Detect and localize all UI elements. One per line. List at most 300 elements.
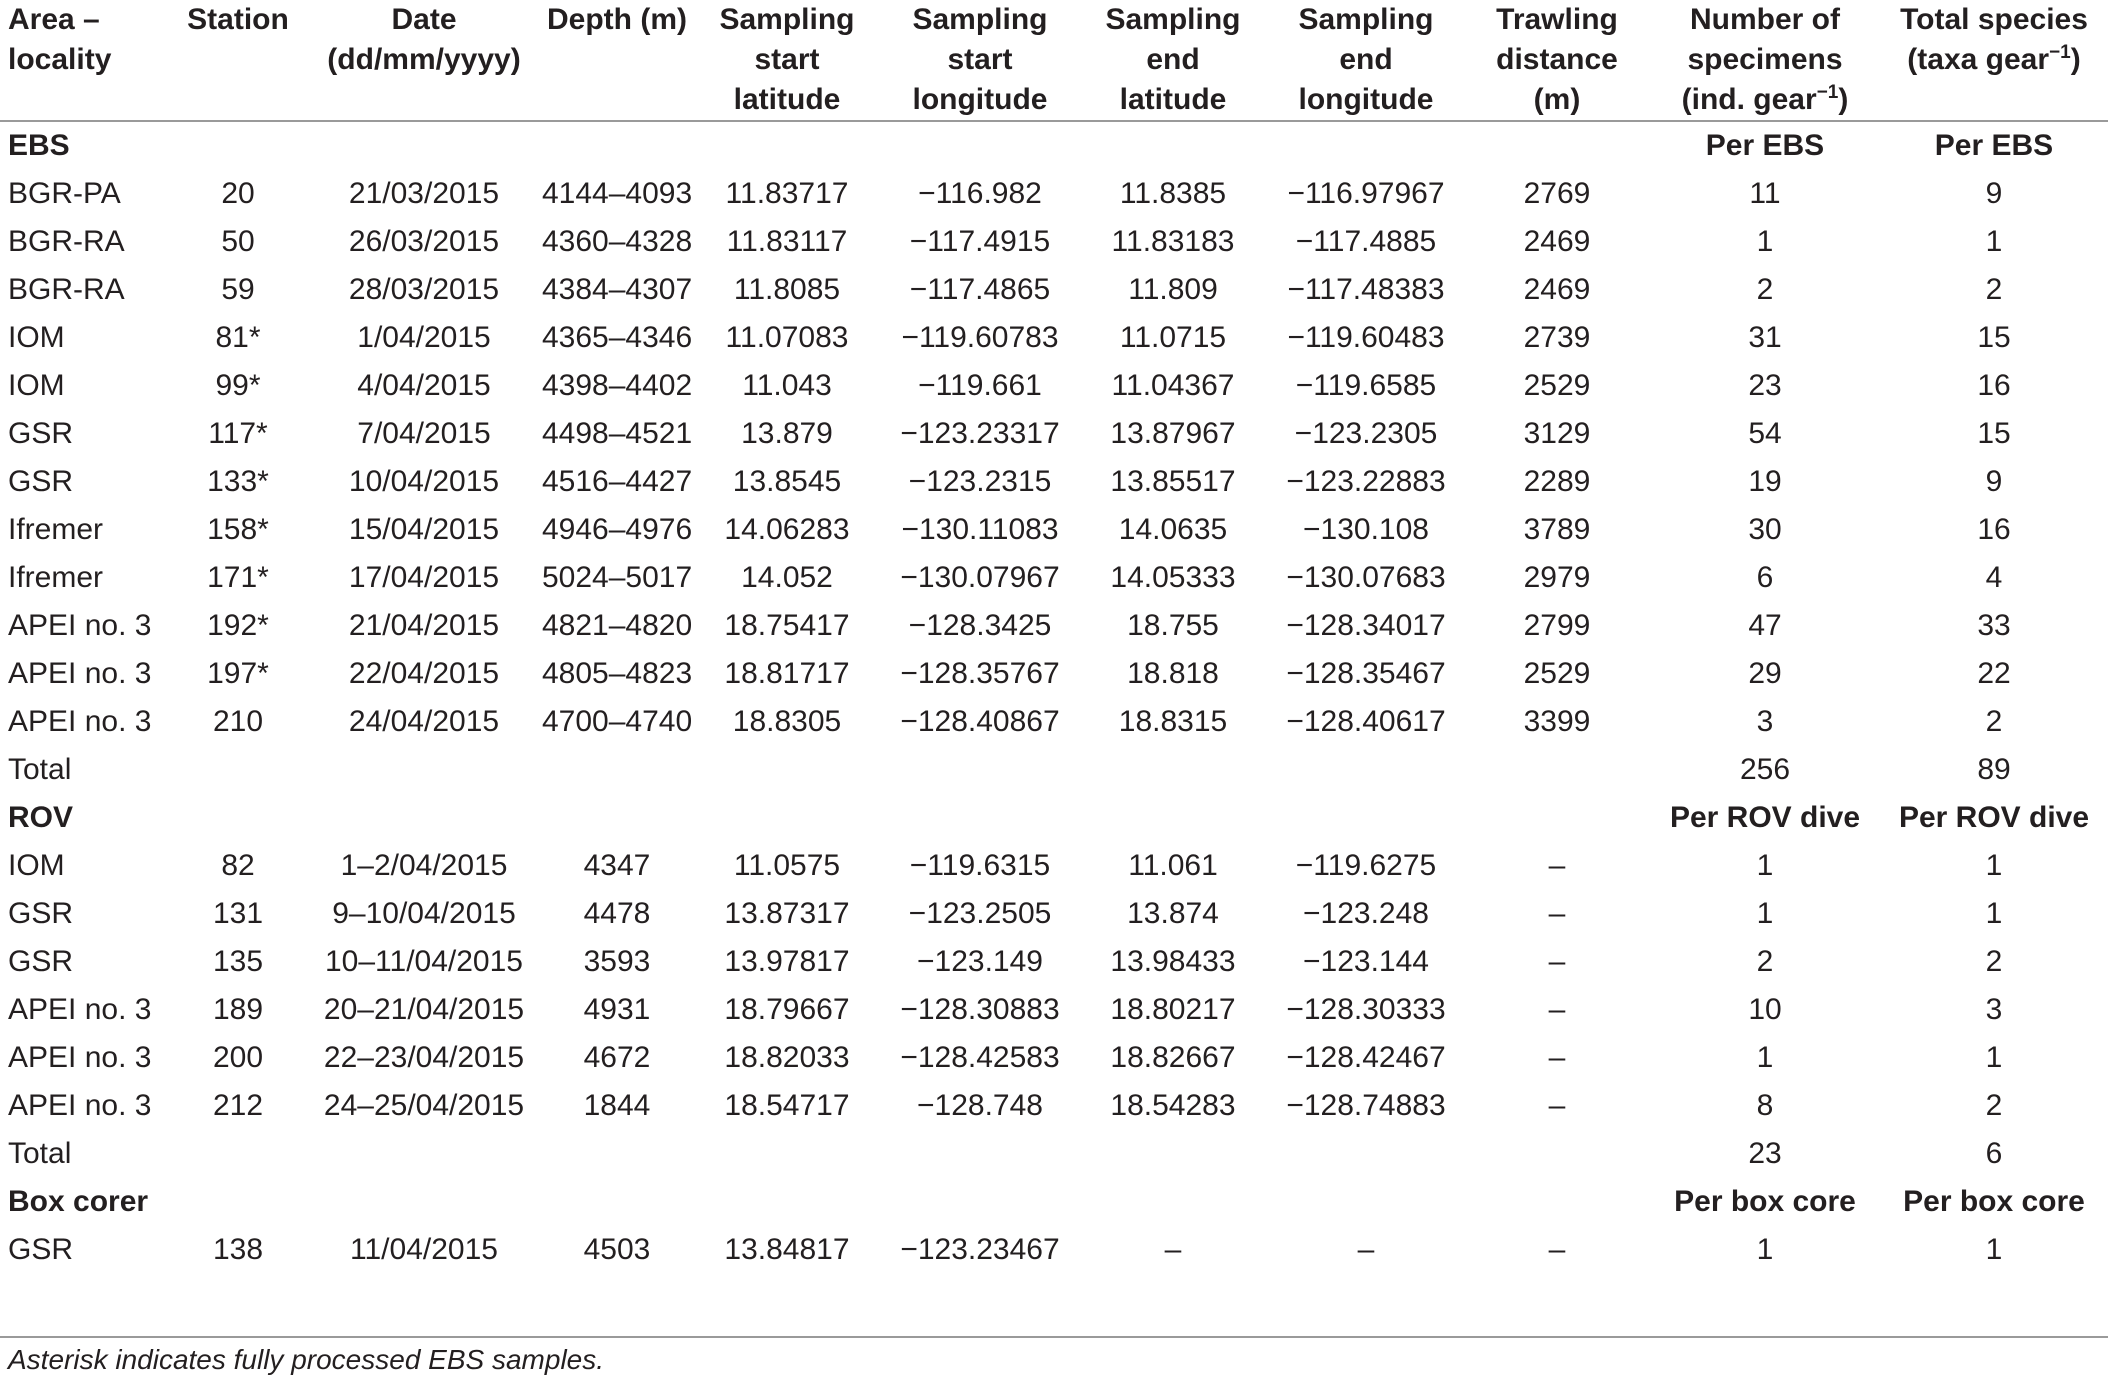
- empty-cell: [542, 1130, 692, 1178]
- table-cell: 54: [1748, 417, 1782, 450]
- table-cell: 1: [1756, 897, 1774, 930]
- empty-cell: [170, 1178, 306, 1226]
- table-cell: APEI no. 3: [8, 609, 152, 642]
- empty-cell: [692, 794, 882, 842]
- column-header: [692, 0, 882, 121]
- table-cell: 1: [1756, 225, 1774, 258]
- empty-cell: [1078, 794, 1268, 842]
- table-cell: 26/03/2015: [348, 225, 500, 258]
- table-cell: −128.3425: [908, 609, 1052, 642]
- table-cell: 210: [212, 705, 264, 738]
- column-header-line: Area –: [8, 3, 100, 36]
- table-cell: 11: [1749, 177, 1781, 210]
- table-bottom-rule: [0, 1336, 2108, 1338]
- table-cell: 14.05333: [1110, 561, 1236, 594]
- table-row: [0, 314, 2108, 362]
- table-cell: −123.2505: [908, 897, 1052, 930]
- table-row: [0, 554, 2108, 602]
- table-cell: 11.061: [1128, 849, 1218, 882]
- table-cell: 2: [1985, 1089, 2003, 1122]
- section-unit-label: Per EBS: [1934, 129, 2054, 162]
- column-header-line: Number of: [1690, 3, 1840, 36]
- table-cell: 4478: [583, 897, 651, 930]
- table-cell: 19: [1748, 465, 1782, 498]
- table-cell: 18.755: [1127, 609, 1219, 642]
- table-cell: 18.818: [1127, 657, 1219, 690]
- section-unit-label: Per box core: [1903, 1185, 2085, 1218]
- table-cell: 117*: [208, 417, 268, 450]
- table-cell: −130.07683: [1286, 561, 1446, 594]
- table-cell: APEI no. 3: [8, 1089, 152, 1122]
- section-row: [0, 1178, 2108, 1226]
- table-cell: 3: [1756, 705, 1774, 738]
- empty-cell: [1268, 794, 1464, 842]
- table-cell: 2529: [1523, 369, 1591, 402]
- column-header-line: Trawling: [1496, 3, 1618, 36]
- section-unit-label: Per ROV dive: [1669, 801, 1861, 834]
- table-cell: 2289: [1523, 465, 1591, 498]
- table-cell: 11.8085: [733, 273, 841, 306]
- table-cell: 10/04/2015: [348, 465, 500, 498]
- table-row: [0, 458, 2108, 506]
- table-cell: Ifremer: [8, 513, 104, 546]
- table-cell: −123.23467: [900, 1233, 1060, 1266]
- table-cell: −119.60783: [901, 321, 1059, 354]
- empty-cell: [882, 1130, 1078, 1178]
- table-row: [0, 986, 2108, 1034]
- empty-cell: [882, 794, 1078, 842]
- table-cell: 18.79667: [724, 993, 850, 1026]
- empty-cell: [542, 122, 692, 170]
- table-cell: 1: [1985, 897, 2003, 930]
- table-cell: IOM: [8, 321, 65, 354]
- column-header-line: Sampling: [1298, 3, 1434, 36]
- table-cell: −123.23317: [900, 417, 1060, 450]
- table-cell: −123.144: [1303, 945, 1429, 978]
- table-cell: −128.748: [917, 1089, 1043, 1122]
- table-cell: 3399: [1523, 705, 1591, 738]
- table-cell: 4: [1985, 561, 2003, 594]
- table-cell: −117.4865: [909, 273, 1051, 306]
- empty-cell: [1268, 1178, 1464, 1226]
- table-cell: 2: [1756, 273, 1774, 306]
- table-cell: 4821–4820: [542, 609, 692, 642]
- table-cell: 18.54283: [1110, 1089, 1236, 1122]
- column-header-line: Date: [391, 3, 457, 36]
- table-cell: 11.043: [742, 369, 832, 402]
- table-cell: 18.8315: [1118, 705, 1228, 738]
- table-cell: −117.4915: [909, 225, 1051, 258]
- column-header-line-tail: ): [2070, 43, 2081, 76]
- table-row: [0, 170, 2108, 218]
- column-header: [1078, 0, 1268, 121]
- empty-cell: [306, 1178, 542, 1226]
- table-cell: APEI no. 3: [8, 1041, 152, 1074]
- table-cell: 33: [1977, 609, 2011, 642]
- table-cell: 22–23/04/2015: [323, 1041, 525, 1074]
- table-row: [0, 1034, 2108, 1082]
- table-cell: 13.85517: [1110, 465, 1236, 498]
- table-cell: 16: [1977, 369, 2011, 402]
- table-cell: 9: [1985, 177, 2003, 210]
- table-cell: −128.35467: [1286, 657, 1446, 690]
- table-cell: 3789: [1523, 513, 1591, 546]
- table-cell: 81*: [215, 321, 261, 354]
- table-cell: 192*: [207, 609, 269, 642]
- table-cell: −128.30333: [1286, 993, 1446, 1026]
- empty-cell: [692, 1130, 882, 1178]
- empty-cell: [1464, 1178, 1650, 1226]
- table-cell: −116.97967: [1287, 177, 1445, 210]
- table-cell: 28/03/2015: [348, 273, 500, 306]
- table-row: [0, 938, 2108, 986]
- column-header-line: Sampling: [1105, 3, 1241, 36]
- table-cell: Ifremer: [8, 561, 104, 594]
- table-cell: −119.6315: [909, 849, 1051, 882]
- table-cell: 200: [212, 1041, 264, 1074]
- table-cell: 10–11/04/2015: [325, 945, 523, 978]
- table-cell: 1: [1756, 1041, 1774, 1074]
- table-cell: 15/04/2015: [348, 513, 500, 546]
- total-label: Total: [8, 1137, 72, 1170]
- column-header: [306, 0, 542, 121]
- table-cell: 14.052: [741, 561, 833, 594]
- table-cell: 1–2/04/2015: [340, 849, 508, 882]
- column-header: [1464, 0, 1650, 121]
- table-row: [0, 1226, 2108, 1274]
- column-header-line: (taxa gear$^{-1}$): [1907, 42, 2081, 76]
- table-cell: 59: [221, 273, 255, 306]
- table-cell: 29: [1748, 657, 1782, 690]
- table-cell: −128.42467: [1286, 1041, 1446, 1074]
- table-cell: −119.60483: [1287, 321, 1445, 354]
- table-cell: 4516–4427: [542, 465, 692, 498]
- empty-cell: [542, 746, 692, 794]
- table-cell: 135: [212, 945, 264, 978]
- table-cell: 1: [1985, 1233, 2003, 1266]
- column-header-line: locality: [8, 43, 112, 76]
- table-cell: 24/04/2015: [348, 705, 500, 738]
- column-header-line: Total species: [1900, 3, 2088, 36]
- table-cell: BGR-PA: [8, 177, 121, 210]
- table-cell: –: [1548, 1089, 1566, 1122]
- table-cell: 11.0575: [733, 849, 841, 882]
- table-cell: 4805–4823: [542, 657, 692, 690]
- table-cell: 4360–4328: [542, 225, 692, 258]
- table-cell: GSR: [8, 1233, 74, 1266]
- table-cell: IOM: [8, 369, 65, 402]
- table-cell: −116.982: [918, 177, 1042, 210]
- section-unit-label: Per box core: [1674, 1185, 1856, 1218]
- section-row: [0, 122, 2108, 170]
- table-cell: 11.07083: [725, 321, 849, 354]
- table-cell: 30: [1748, 513, 1782, 546]
- table-cell: 10: [1748, 993, 1782, 1026]
- table-cell: 18.54717: [724, 1089, 850, 1122]
- table-cell: 4384–4307: [542, 273, 692, 306]
- table-cell: 2979: [1523, 561, 1591, 594]
- table-cell: 1844: [583, 1089, 651, 1122]
- table-cell: 2799: [1523, 609, 1591, 642]
- empty-cell: [1078, 1178, 1268, 1226]
- table-cell: 50: [221, 225, 255, 258]
- table-cell: 24–25/04/2015: [323, 1089, 525, 1122]
- empty-cell: [170, 746, 306, 794]
- empty-cell: [1464, 122, 1650, 170]
- table-cell: 2: [1985, 273, 2003, 306]
- table-cell: 11.83117: [726, 225, 848, 258]
- table-cell: GSR: [8, 945, 74, 978]
- section-row: [0, 794, 2108, 842]
- table-cell: 189: [212, 993, 264, 1026]
- table-cell: −128.34017: [1286, 609, 1446, 642]
- table-row: [0, 506, 2108, 554]
- table-cell: 20–21/04/2015: [323, 993, 525, 1026]
- table-cell: APEI no. 3: [8, 705, 152, 738]
- section-unit-label: Per ROV dive: [1898, 801, 2090, 834]
- column-header-line: longitude: [912, 83, 1048, 116]
- column-header-line: Sampling: [912, 3, 1048, 36]
- table-cell: 1: [1756, 1233, 1774, 1266]
- column-header-line: latitude: [1119, 83, 1227, 116]
- table-cell: 4672: [583, 1041, 651, 1074]
- table-cell: GSR: [8, 465, 74, 498]
- table-row: [0, 650, 2108, 698]
- table-cell: 31: [1748, 321, 1782, 354]
- empty-cell: [306, 794, 542, 842]
- table-cell: −119.661: [918, 369, 1042, 402]
- table-cell: 18.82033: [724, 1041, 850, 1074]
- table-cell: 11/04/2015: [350, 1233, 498, 1266]
- column-header-line: (ind. gear$^{-1}$): [1681, 82, 1849, 116]
- table-cell: 13.879: [741, 417, 833, 450]
- table-cell: −123.248: [1303, 897, 1429, 930]
- table-cell: 18.82667: [1110, 1041, 1236, 1074]
- table-cell: 4/04/2015: [357, 369, 491, 402]
- table-cell: 4498–4521: [542, 417, 692, 450]
- table-cell: 11.8385: [1119, 177, 1227, 210]
- section-title: ROV: [8, 801, 74, 834]
- table-cell: −128.42583: [900, 1041, 1060, 1074]
- empty-cell: [542, 794, 692, 842]
- empty-cell: [170, 794, 306, 842]
- table-cell: 3129: [1523, 417, 1591, 450]
- column-header-line: longitude: [1298, 83, 1434, 116]
- total-row: [0, 746, 2108, 794]
- empty-cell: [692, 746, 882, 794]
- table-cell: 13.84817: [724, 1233, 850, 1266]
- table-cell: 2469: [1523, 273, 1591, 306]
- total-label: Total: [8, 753, 72, 786]
- table-header: [0, 0, 2108, 121]
- table-cell: −130.11083: [901, 513, 1059, 546]
- table-cell: 2469: [1523, 225, 1591, 258]
- table-row: [0, 362, 2108, 410]
- table-cell: BGR-RA: [8, 273, 125, 306]
- table-cell: −130.07967: [900, 561, 1060, 594]
- table-cell: GSR: [8, 417, 74, 450]
- table-cell: 8: [1756, 1089, 1774, 1122]
- table-cell: 133*: [207, 465, 269, 498]
- table-cell: 1: [1985, 849, 2003, 882]
- section-title: EBS: [8, 129, 70, 162]
- table-cell: 131: [212, 897, 264, 930]
- table-cell: 158*: [207, 513, 269, 546]
- table-cell: 138: [212, 1233, 264, 1266]
- table-cell: –: [1548, 897, 1566, 930]
- empty-cell: [1078, 746, 1268, 794]
- table-cell: IOM: [8, 849, 65, 882]
- column-header-line: Station: [187, 3, 289, 36]
- column-header-line: end: [1339, 43, 1393, 76]
- table-cell: –: [1548, 993, 1566, 1026]
- section-title: Box corer: [8, 1185, 149, 1218]
- table-cell: 22/04/2015: [348, 657, 500, 690]
- table-cell: −117.4885: [1295, 225, 1437, 258]
- table-cell: 13.87967: [1110, 417, 1236, 450]
- table-cell: 5024–5017: [542, 561, 692, 594]
- table-cell: −123.22883: [1286, 465, 1446, 498]
- empty-cell: [542, 1178, 692, 1226]
- table-cell: 20: [221, 177, 255, 210]
- table-cell: 23: [1748, 369, 1782, 402]
- table-cell: 1/04/2015: [357, 321, 491, 354]
- table-cell: −119.6275: [1295, 849, 1437, 882]
- empty-cell: [306, 1130, 542, 1178]
- empty-cell: [1464, 1130, 1650, 1178]
- table-cell: 6: [1756, 561, 1774, 594]
- empty-cell: [882, 1178, 1078, 1226]
- table-cell: 4365–4346: [542, 321, 692, 354]
- column-header: [170, 0, 306, 121]
- section-unit-label: Per EBS: [1705, 129, 1825, 162]
- table-cell: 3593: [583, 945, 651, 978]
- table-cell: 2: [1985, 705, 2003, 738]
- table-cell: 13.98433: [1110, 945, 1236, 978]
- table-row: [0, 698, 2108, 746]
- table-row: [0, 890, 2108, 938]
- table-cell: 2529: [1523, 657, 1591, 690]
- table-row: [0, 266, 2108, 314]
- column-header: [1650, 0, 1880, 121]
- table-cell: 11.0715: [1119, 321, 1227, 354]
- table-cell: 1: [1756, 849, 1774, 882]
- table-body: [0, 121, 2108, 1274]
- empty-cell: [170, 1130, 306, 1178]
- table-cell: –: [1548, 849, 1566, 882]
- column-header-line: start: [947, 43, 1013, 76]
- column-header-line: (dd/mm/yyyy): [327, 43, 521, 76]
- table-cell: 11.83183: [1111, 225, 1235, 258]
- table-cell: 2: [1756, 945, 1774, 978]
- table-footnote: Asterisk indicates fully processed EBS samples.: [8, 1344, 605, 1375]
- table-cell: 18.80217: [1110, 993, 1236, 1026]
- table-cell: 2739: [1523, 321, 1591, 354]
- table-cell: −123.2305: [1294, 417, 1438, 450]
- table-cell: APEI no. 3: [8, 993, 152, 1026]
- column-header: [1880, 0, 2108, 121]
- empty-cell: [1464, 794, 1650, 842]
- empty-cell: [1078, 122, 1268, 170]
- table-cell: 21/03/2015: [348, 177, 500, 210]
- column-header-line: (m): [1533, 83, 1581, 116]
- table-cell: –: [1164, 1233, 1182, 1266]
- total-species: 6: [1985, 1137, 2003, 1170]
- column-header-line: start: [754, 43, 820, 76]
- table-cell: –: [1548, 945, 1566, 978]
- table-cell: −130.108: [1303, 513, 1429, 546]
- table-cell: 13.97817: [724, 945, 850, 978]
- table-cell: 16: [1977, 513, 2011, 546]
- table-cell: –: [1548, 1233, 1566, 1266]
- table-cell: −119.6585: [1295, 369, 1437, 402]
- table-cell: 4398–4402: [542, 369, 692, 402]
- table-cell: –: [1357, 1233, 1375, 1266]
- table-cell: 4700–4740: [542, 705, 692, 738]
- column-header: [542, 0, 692, 121]
- table-cell: 14.0635: [1118, 513, 1228, 546]
- table-cell: 13.8545: [732, 465, 842, 498]
- table-cell: 4347: [583, 849, 651, 882]
- table-cell: 4503: [583, 1233, 651, 1266]
- column-header-line: specimens: [1687, 43, 1843, 76]
- table-row: [0, 602, 2108, 650]
- table-cell: −117.48383: [1287, 273, 1445, 306]
- table-cell: 13.874: [1127, 897, 1219, 930]
- unit-superscript: −1: [2049, 42, 2071, 63]
- table-cell: 18.81717: [724, 657, 850, 690]
- header-row: [0, 0, 2108, 121]
- empty-cell: [1268, 746, 1464, 794]
- table-cell: 14.06283: [724, 513, 850, 546]
- table-cell: GSR: [8, 897, 74, 930]
- table-cell: −123.2315: [908, 465, 1052, 498]
- table-cell: 9–10/04/2015: [332, 897, 516, 930]
- empty-cell: [692, 1178, 882, 1226]
- table-cell: 99*: [215, 369, 261, 402]
- table-cell: 4946–4976: [542, 513, 692, 546]
- table-cell: 9: [1985, 465, 2003, 498]
- table-cell: 15: [1977, 321, 2011, 354]
- table-cell: 3: [1985, 993, 2003, 1026]
- column-header-line: latitude: [733, 83, 841, 116]
- table-cell: 4144–4093: [542, 177, 692, 210]
- total-species: 89: [1977, 753, 2011, 786]
- empty-cell: [1268, 1130, 1464, 1178]
- column-header: [882, 0, 1078, 121]
- table-cell: 1: [1985, 1041, 2003, 1074]
- empty-cell: [1078, 1130, 1268, 1178]
- column-header-line: Depth (m): [547, 3, 687, 36]
- table-cell: 47: [1748, 609, 1782, 642]
- empty-cell: [882, 746, 1078, 794]
- table-cell: 212: [212, 1089, 264, 1122]
- empty-cell: [692, 122, 882, 170]
- total-row: [0, 1130, 2108, 1178]
- table-cell: 7/04/2015: [357, 417, 491, 450]
- column-header-line: Sampling: [719, 3, 855, 36]
- table-cell: −128.30883: [900, 993, 1060, 1026]
- total-specimens: 256: [1739, 753, 1791, 786]
- table-cell: 13.87317: [724, 897, 850, 930]
- table-cell: 21/04/2015: [348, 609, 500, 642]
- table-cell: −128.40617: [1286, 705, 1446, 738]
- table-cell: 22: [1977, 657, 2011, 690]
- table-cell: BGR-RA: [8, 225, 125, 258]
- table-cell: 4931: [583, 993, 651, 1026]
- table-cell: 11.04367: [1111, 369, 1235, 402]
- empty-cell: [882, 122, 1078, 170]
